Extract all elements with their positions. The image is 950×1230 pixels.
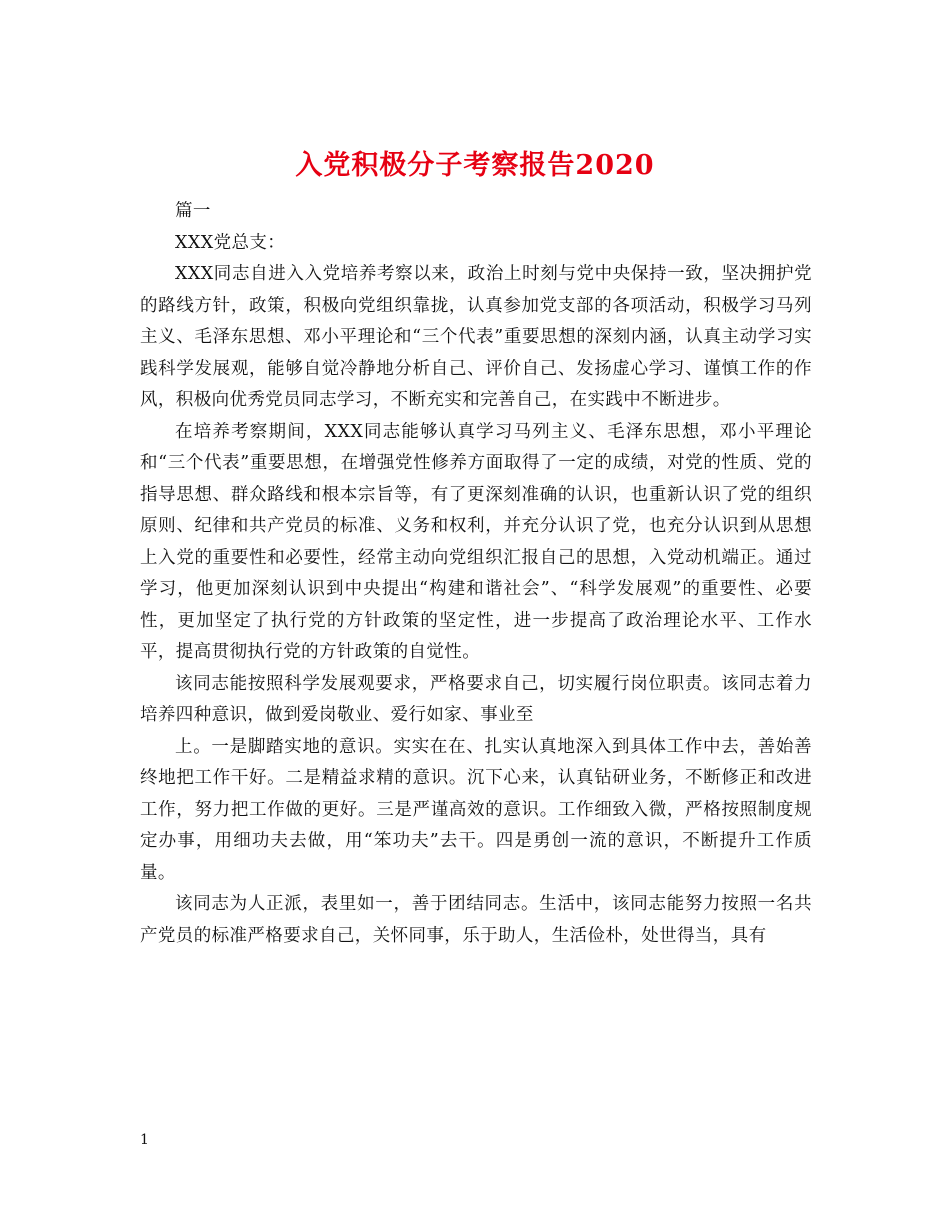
- body-paragraph: 该同志为人正派，表里如一，善于团结同志。生活中，该同志能努力按照一名共产党员的标准严格要求自己，关怀同事，乐于助人，生活俭朴，处世得当，具有: [140, 894, 812, 946]
- body-paragraph: 该同志能按照科学发展观要求，严格要求自己，切实履行岗位职责。该同志着力培养四种意识，做到爱岗敬业、爱行如家、事业至: [140, 673, 812, 725]
- document-title: 入党积极分子考察报告2020: [295, 150, 655, 182]
- section-heading: 篇一: [175, 201, 211, 221]
- body-paragraph: XXX同志自进入入党培养考察以来，政治上时刻与党中央保持一致，坚决拥护党的路线方针，政策，积极向党组织靠拢，认真参加党支部的各项活动，积极学习马列主义、毛泽东思想、邓小平理论和“三个代表”重要思想的深刻内涵，认真主动学习实践科学发展观，能够自觉冷静地分析自己、评价自己、发扬虚心学习、谨慎工作的作风，积极向优秀党员同志学习，不断充实和完善自己，在实践中不断进步。: [140, 264, 812, 410]
- document-body: [140, 196, 812, 952]
- page-number: 1: [140, 1132, 149, 1148]
- salutation: XXX党总支：: [175, 232, 286, 253]
- body-paragraph: 上。一是脚踏实地的意识。实实在在、扎实认真地深入到具体工作中去，善始善终地把工作干好。二是精益求精的意识。沉下心来，认真钻研业务，不断修正和改进工作，努力把工作做的更好。三是严谨高效的意识。工作细致入微，严格按照制度规定办事，用细功夫去做，用“笨功夫”去干。四是勇创一流的意识，不断提升工作质量。: [140, 736, 812, 883]
- body-paragraph: 在培养考察期间，XXX同志能够认真学习马列主义、毛泽东思想，邓小平理论和“三个代表”重要思想，在增强党性修养方面取得了一定的成绩，对党的性质、党的指导思想、群众路线和根本宗旨等，有了更深刻准确的认识，也重新认识了党的组织原则、纪律和共产党员的标准、义务和权利，并充分认识了党，也充分认识到从思想上入党的重要性和必要性，经常主动向党组织汇报自己的思想，入党动机端正。通过学习，他更加深刻认识到中央提出“构建和谐社会”、“科学发展观”的重要性、必要性，更加坚定了执行党的方针政策的坚定性，进一步提高了政治理论水平、工作水平，提高贯彻执行党的方针政策的自觉性。: [140, 421, 812, 662]
